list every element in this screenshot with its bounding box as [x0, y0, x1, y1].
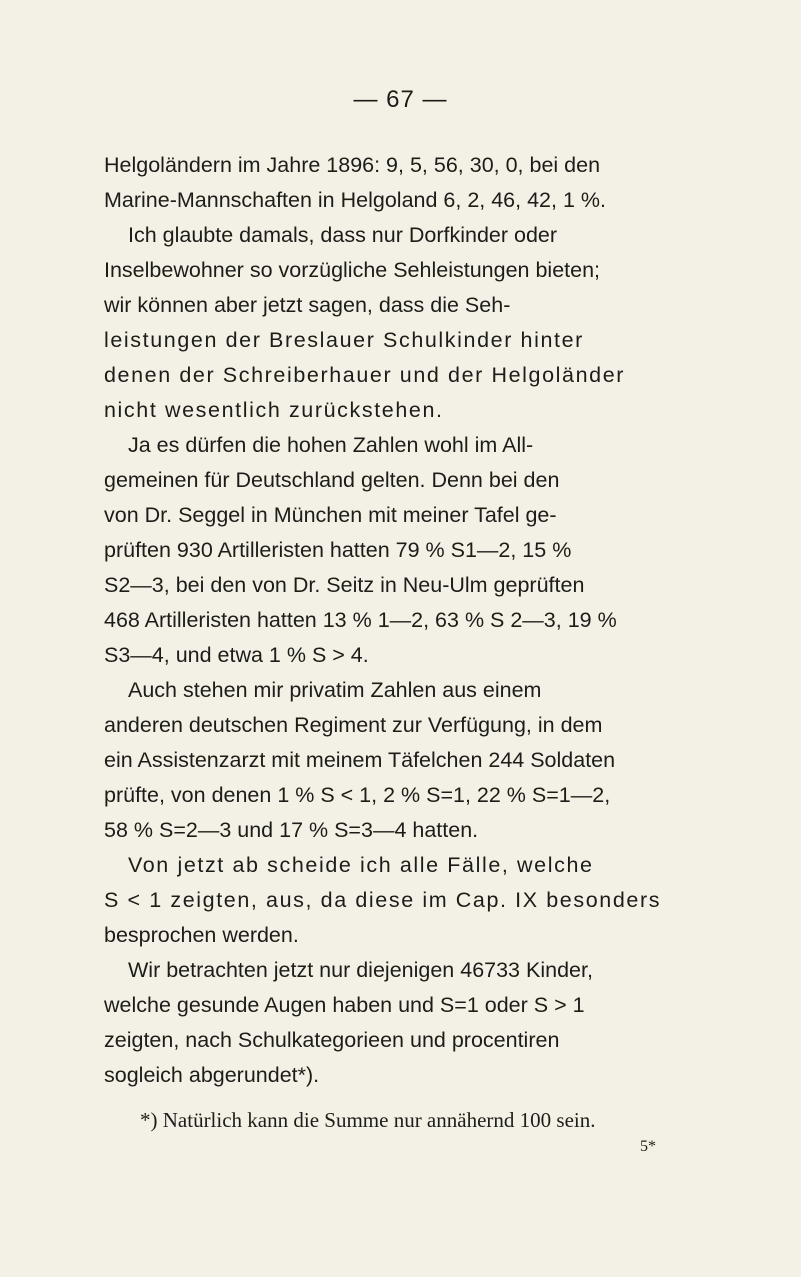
text-line: prüften 930 Artilleristen hatten 79 % S1—2, 15 % — [104, 538, 572, 562]
text-line: S3—4, und etwa 1 % S > 4. — [104, 643, 369, 667]
text-line: Marine-Mannschaften in Helgoland 6, 2, 46, 42, 1 %. — [104, 188, 606, 212]
text-line: welche gesunde Augen haben und S=1 oder S > 1 — [104, 993, 585, 1017]
text-line: sogleich abgerundet*). — [104, 1063, 320, 1087]
text-line: Auch stehen mir privatim Zahlen aus einem — [128, 678, 542, 702]
text-line: gemeinen für Deutschland gelten. Denn bei den — [104, 468, 560, 492]
text-line: besprochen werden. — [104, 923, 299, 947]
text-line: anderen deutschen Regiment zur Verfügung, in dem — [104, 713, 603, 737]
text-line: leistungen der Breslauer Schulkinder hinter — [104, 328, 584, 352]
text-line: nicht wesentlich zurückstehen. — [104, 398, 444, 422]
text-line: Von jetzt ab scheide ich alle Fälle, welche — [128, 853, 594, 877]
text-line: Helgoländern im Jahre 1896: 9, 5, 56, 30, 0, bei den — [104, 153, 601, 177]
text-line: prüfte, von denen 1 % S < 1, 2 % S=1, 22 % S=1—2, — [104, 783, 611, 807]
text-line: wir können aber jetzt sagen, dass die Seh- — [104, 293, 511, 317]
page-number: — 67 — — [353, 86, 448, 113]
text-line: S2—3, bei den von Dr. Seitz in Neu-Ulm geprüften — [104, 573, 585, 597]
text-line: 58 % S=2—3 und 17 % S=3—4 hatten. — [104, 818, 479, 842]
text-line: Ich glaubte damals, dass nur Dorfkinder oder — [128, 223, 558, 247]
text-line: Ja es dürfen die hohen Zahlen wohl im All- — [128, 433, 534, 457]
text-line: Inselbewohner so vorzügliche Sehleistungen bieten; — [104, 258, 601, 282]
body-text — [104, 148, 704, 1093]
text-line: 468 Artilleristen hatten 13 % 1—2, 63 % S 2—3, 19 % — [104, 608, 617, 632]
text-line: ein Assistenzarzt mit meinem Täfelchen 244 Soldaten — [104, 748, 616, 772]
text-line: zeigten, nach Schulkategorieen und procentiren — [104, 1028, 560, 1052]
text-line: von Dr. Seggel in München mit meiner Tafel ge- — [104, 503, 557, 527]
signature-mark: 5* — [640, 1138, 656, 1155]
text-line: Wir betrachten jetzt nur diejenigen 46733 Kinder, — [128, 958, 593, 982]
text-line: S < 1 zeigten, aus, da diese im Cap. IX besonders — [104, 888, 662, 912]
footnote: *) Natürlich kann die Summe nur annähernd 100 sein. — [140, 1108, 596, 1132]
text-line: denen der Schreiberhauer und der Helgoländer — [104, 363, 626, 387]
